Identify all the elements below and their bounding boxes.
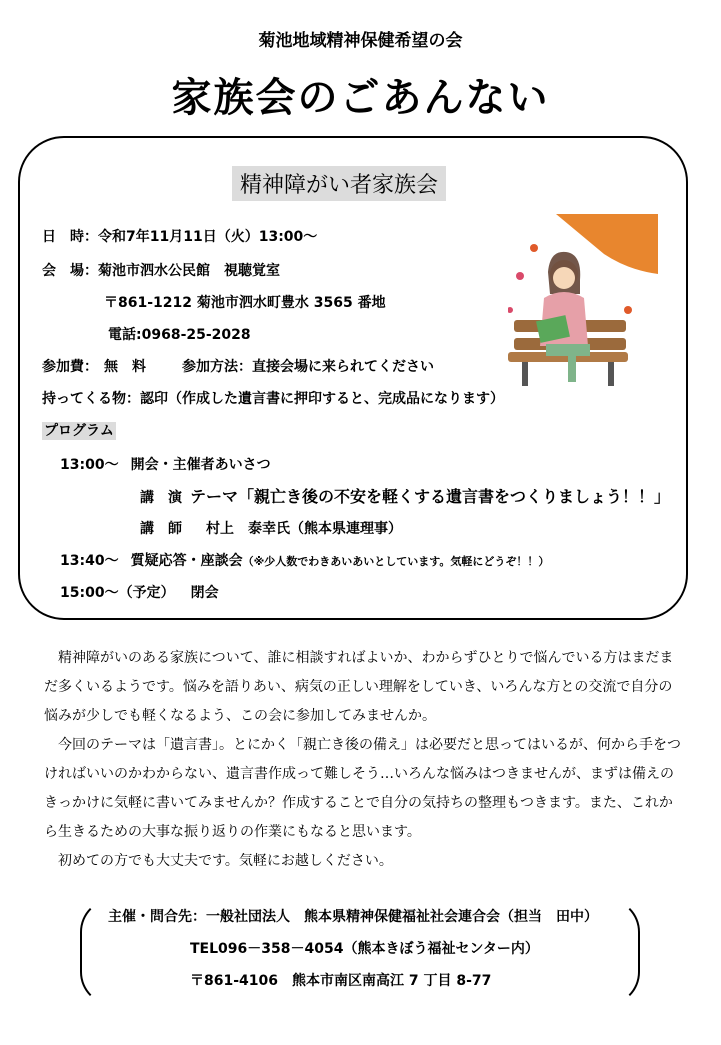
- falling-leaf-icon: [508, 307, 513, 313]
- program-text: 質疑応答・座談会: [130, 553, 243, 569]
- body-paragraph-1: 精神障がいのある家族について、誰に相談すればよいか、わからずひとりで悩んでいる方はまだまだ多くいるようです。悩みを語りあい、病気の正しい理解をしていき、いろんな方との交流で自分の悩みが少しでも軽くなるよう、この会に参加してみませんか。: [44, 650, 674, 724]
- date-value: 令和7年11月11日（火）13:00～: [98, 229, 318, 245]
- lecturer-name: 村上 泰幸氏（熊本県連理事）: [206, 521, 402, 537]
- contact-address: 〒861-4106 熊本市南区南高江 7 丁目 8-77: [190, 973, 492, 989]
- bring-value: 認印（作成した遺言書に押印すると、完成品になります）: [140, 391, 504, 407]
- lecturer-label: 講 師: [140, 521, 182, 537]
- contact-phone: TEL096－358－4054（熊本きぼう福祉センター内）: [190, 941, 539, 957]
- program-item-qa: [60, 550, 549, 570]
- program-note: （※少人数でわきあいあいとしています。気軽にどうぞ！！）: [242, 555, 550, 568]
- venue-phone: 電話:0968-25-2028: [108, 327, 251, 343]
- program-text: 開会・主催者あいさつ: [130, 457, 271, 473]
- program-item-lecture: [140, 484, 670, 507]
- venue-address: 〒861-1212 菊池市泗水町豊水 3565 番地: [104, 295, 386, 311]
- falling-leaf-icon: [516, 272, 524, 280]
- venue-value: 菊池市泗水公民館 視聴覚室: [98, 263, 280, 279]
- page-title: 家族会のごあんない: [171, 75, 550, 121]
- program-text: 閉会: [190, 585, 219, 601]
- venue-line: [42, 260, 280, 280]
- body-text: [44, 644, 684, 876]
- method-label: 参加方法：: [182, 359, 252, 375]
- program-time: 13:40～: [60, 553, 119, 569]
- program-item-opening: [60, 454, 271, 474]
- program-heading: [42, 420, 116, 440]
- fee-value: 無 料: [104, 359, 146, 375]
- body-paragraph-3: 初めての方でも大丈夫です。気軽にお越しください。: [58, 853, 393, 869]
- fee-label: 参加費：: [42, 359, 98, 375]
- date-line: [42, 226, 317, 246]
- woman-reading-illustration: [508, 214, 660, 394]
- program-label: プログラム: [44, 423, 114, 439]
- program-time: 15:00～（予定）: [60, 585, 175, 601]
- bring-label: 持ってくる物：: [42, 391, 140, 407]
- event-title: 精神障がい者家族会: [232, 166, 446, 201]
- body-paragraph-2: 今回のテーマは「遺言書」。とにかく「親亡き後の備え」は必要だと思ってはいるが、何から手をつければいいのかわからない、遺言書作成って難しそう…いろんな悩みはつきませんが、まずは備えのきっかけに気軽に書いてみませんか？作成することで自分の気持ちの整理もつきます。また、これから生きるための大事な振り返りの作業にもなると思います。: [44, 737, 681, 840]
- date-label: 日 時：: [42, 229, 98, 245]
- venue-label: 会 場：: [42, 263, 98, 279]
- contact-organizer: 主催・問合先：一般社団法人 熊本県精神保健福祉社会連合会（担当 田中）: [108, 909, 598, 925]
- program-time: 13:00～: [60, 457, 119, 473]
- bring-line: [42, 388, 504, 408]
- program-item-closing: [60, 582, 219, 602]
- method-value: 直接会場に来られてください: [252, 359, 434, 375]
- lecture-theme: テーマ「親亡き後の不安を軽くする遺言書をつくりましょう！！」: [190, 487, 671, 506]
- falling-leaf-icon: [530, 244, 538, 252]
- lecture-label: 講 演: [140, 490, 182, 506]
- program-item-lecturer: [140, 518, 402, 538]
- fee-line: [42, 356, 434, 376]
- falling-leaf-icon: [624, 306, 632, 314]
- organization-name: 菊池地域精神保健希望の会: [258, 31, 463, 51]
